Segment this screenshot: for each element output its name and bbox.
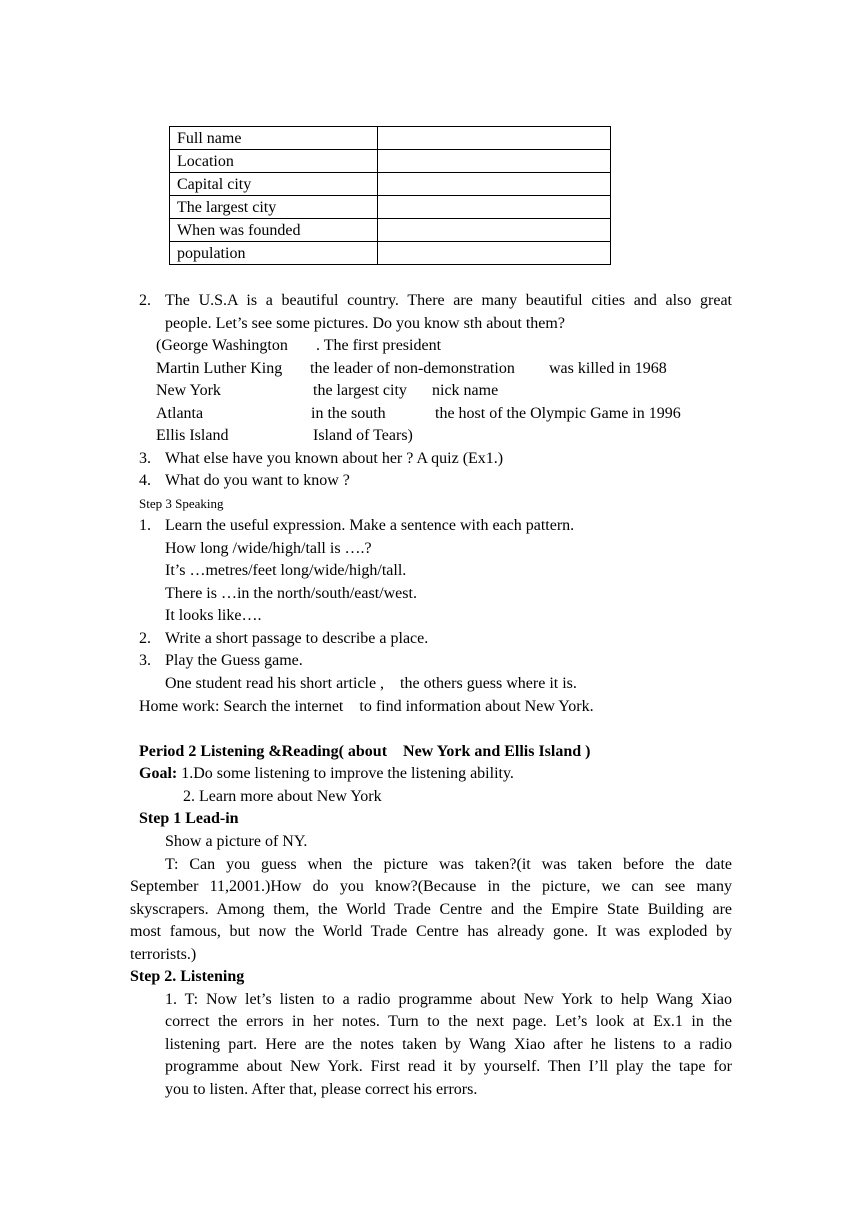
list-item-text: Learn the useful expression. Make a sentence with each pattern. <box>165 517 575 534</box>
table-row <box>170 219 611 242</box>
paragraph-line: you to listen. After that, please correct his errors. <box>165 1081 478 1098</box>
table-cell-label: The largest city <box>170 196 378 219</box>
section-heading: Step 3 Speaking <box>139 496 224 511</box>
paragraph-line: terrorists.) <box>130 946 197 963</box>
list-number: 2. <box>139 292 151 309</box>
list-item-text: One student read his short article , the others guess where it is. <box>165 675 577 692</box>
step-heading: Step 1 Lead-in <box>139 810 239 827</box>
table-cell-label: When was founded <box>170 219 378 242</box>
table-row <box>170 173 611 196</box>
period-title: Period 2 Listening &Reading( about New York and Ellis Island ) <box>139 743 591 760</box>
paragraph-line: T: Can you guess when the picture was taken?(it was taken before the date <box>165 856 732 873</box>
info-table <box>169 126 611 265</box>
pattern-line: It looks like…. <box>165 607 262 624</box>
person-desc: Island of Tears) <box>313 427 413 444</box>
table-row <box>170 242 611 265</box>
person-name: New York <box>156 382 221 399</box>
table-cell-blank <box>378 150 611 173</box>
list-number: 3. <box>139 652 151 669</box>
paragraph-line: skyscrapers. Among them, the World Trade Centre and the Empire State Building are <box>130 901 732 918</box>
paragraph-line: September 11,2001.)How do you know?(Because in the picture, we can see many <box>130 878 732 895</box>
list-item-text: What else have you known about her ? A quiz (Ex1.) <box>165 450 504 467</box>
person-name: Atlanta <box>156 405 204 422</box>
paragraph-line: listening part. Here are the notes taken by Wang Xiao after he listens to a radio <box>165 1036 732 1053</box>
person-note: the host of the Olympic Game in 1996 <box>435 405 681 422</box>
person-name: Ellis Island <box>156 427 229 444</box>
person-desc: the leader of non-demonstration <box>310 360 515 377</box>
table-row <box>170 127 611 150</box>
person-note: was killed in 1968 <box>549 360 667 377</box>
paragraph-line: 1. T: Now let’s listen to a radio programme about New York to help Wang Xiao <box>165 991 732 1008</box>
table-cell-blank <box>378 173 611 196</box>
homework-line: Home work: Search the internet to find information about New York. <box>139 698 594 715</box>
goal-text: 1.Do some listening to improve the listening ability. <box>177 765 514 782</box>
table-row <box>170 196 611 219</box>
table-cell-label: Full name <box>170 127 378 150</box>
list-number: 1. <box>139 517 151 534</box>
goal-label: Goal: <box>139 765 178 782</box>
list-number: 4. <box>139 472 151 489</box>
person-desc: the largest city <box>313 382 407 399</box>
list-item-text: The U.S.A is a beautiful country. There are many beautiful cities and also great <box>165 292 732 309</box>
table-cell-blank <box>378 242 611 265</box>
table-cell-blank <box>378 127 611 150</box>
step-heading: Step 2. Listening <box>130 968 245 985</box>
goal-line: 2. Learn more about New York <box>183 788 382 805</box>
goal-line <box>139 764 514 784</box>
table-cell-label: population <box>170 242 378 265</box>
list-item-text: people. Let’s see some pictures. Do you know sth about them? <box>165 315 565 332</box>
list-item-text: What do you want to know ? <box>165 472 350 489</box>
table-cell-label: Capital city <box>170 173 378 196</box>
table-cell-blank <box>378 219 611 242</box>
person-name: Martin Luther King <box>156 360 283 377</box>
table-cell-blank <box>378 196 611 219</box>
table-row <box>170 150 611 173</box>
pattern-line: It’s …metres/feet long/wide/high/tall. <box>165 562 407 579</box>
paragraph-line: most famous, but now the World Trade Centre has already gone. It was exploded by <box>130 923 732 940</box>
list-number: 3. <box>139 450 151 467</box>
paragraph-line: correct the errors in her notes. Turn to the next page. Let’s look at Ex.1 in the <box>165 1013 732 1030</box>
paragraph-line: Show a picture of NY. <box>165 833 308 850</box>
person-desc: in the south <box>311 405 386 422</box>
person-note: nick name <box>432 382 499 399</box>
paragraph-line: programme about New York. First read it by yourself. Then I’ll play the tape for <box>165 1058 732 1075</box>
person-desc: . The first president <box>316 337 442 354</box>
pattern-line: There is …in the north/south/east/west. <box>165 585 417 602</box>
list-item-text: Write a short passage to describe a place. <box>165 630 429 647</box>
list-item-text: Play the Guess game. <box>165 652 303 669</box>
person-name: (George Washington <box>156 337 288 354</box>
list-number: 2. <box>139 630 151 647</box>
table-cell-label: Location <box>170 150 378 173</box>
pattern-line: How long /wide/high/tall is ….? <box>165 540 372 557</box>
